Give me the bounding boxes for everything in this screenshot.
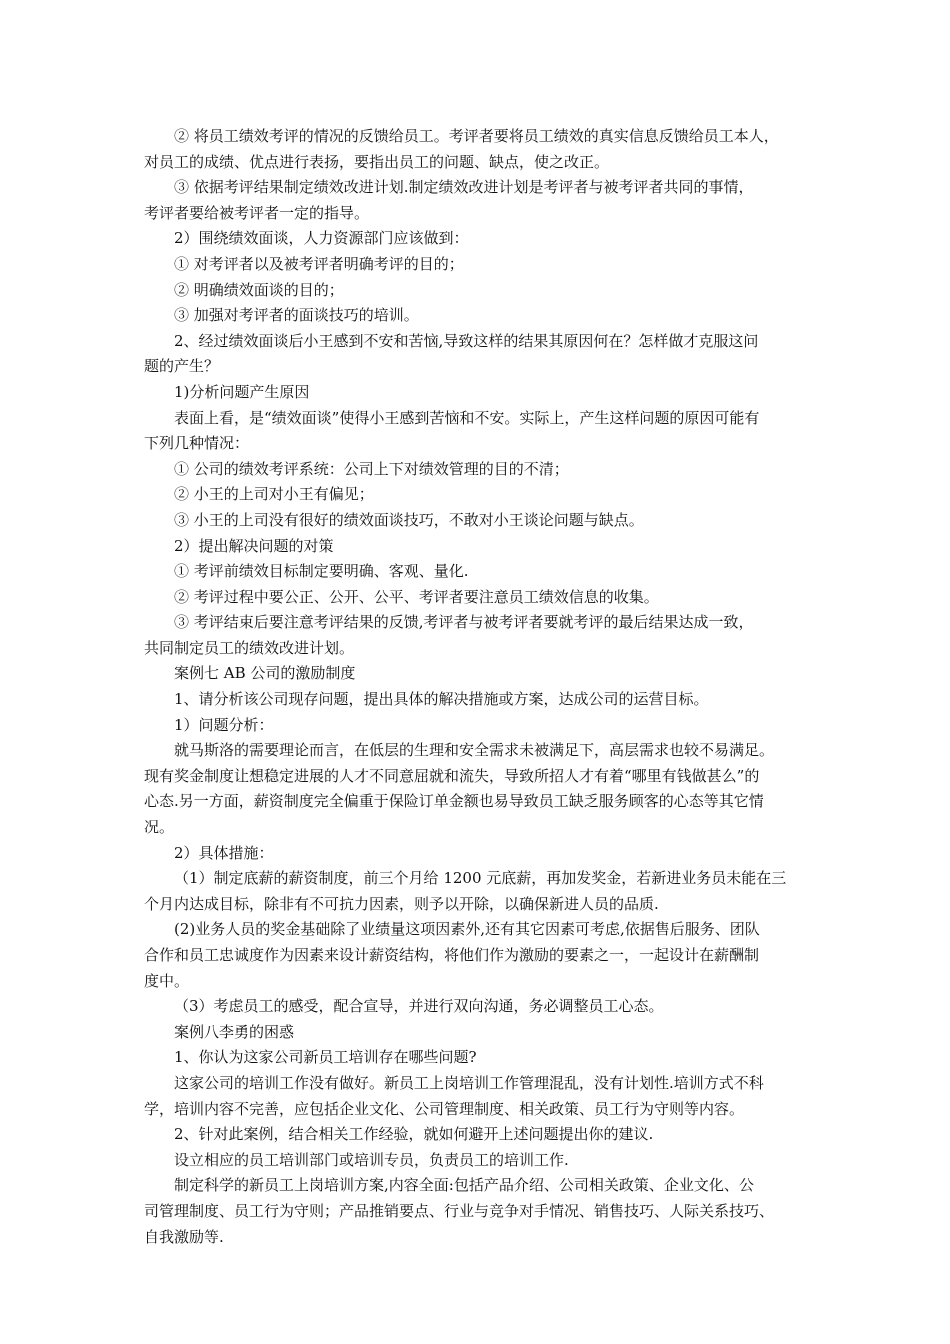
text-line: ② 小王的上司对小王有偏见；: [174, 485, 374, 504]
text-line: 心态.另一方面，薪资制度完全偏重于保险订单金额也易导致员工缺乏服务顾客的心态等其它情: [144, 792, 764, 811]
text-line: 1、你认为这家公司新员工培训存在哪些问题?: [174, 1048, 477, 1067]
text-line: 个月内达成目标，除非有不可抗力因素，则予以开除，以确保新进人员的品质.: [144, 894, 659, 913]
text-line: 题的产生？: [144, 357, 220, 376]
text-line: 制定科学的新员工上岗培训方案,内容全面:包括产品介绍、公司相关政策、企业文化、公: [174, 1176, 754, 1195]
text-line: ③ 考评结束后要注意考评结果的反馈,考评者与被考评者要就考评的最后结果达成一致，: [174, 613, 754, 632]
text-line: 司管理制度、员工行为守则；产品推销要点、行业与竞争对手情况、销售技巧、人际关系技巧、: [144, 1201, 775, 1220]
text-line: 对员工的成绩、优点进行表扬，要指出员工的问题、缺点，使之改正。: [144, 152, 610, 171]
text-line: ② 将员工绩效考评的情况的反馈给员工。考评者要将员工绩效的真实信息反馈给员工本人，: [174, 127, 779, 145]
text-line: 案例八李勇的困惑: [174, 1022, 295, 1041]
text-line: ② 考评过程中要公正、公开、公平、考评者要注意员工绩效信息的收集。: [174, 587, 659, 606]
text-line: ① 考评前绩效目标制定要明确、客观、量化.: [174, 562, 469, 581]
text-line: 2）围绕绩效面谈，人力资源部门应该做到：: [174, 229, 469, 248]
text-line: （1）制定底薪的薪资制度，前三个月给 1200 元底薪，再加发奖金，若新进业务员未能在三: [174, 869, 787, 888]
text-line: 就马斯洛的需要理论而言，在低层的生理和安全需求未被满足下，高层需求也较不易满足。: [174, 741, 775, 760]
text-line: 度中。: [144, 971, 190, 990]
text-line: 2）提出解决问题的对策: [174, 536, 334, 555]
text-line: ① 对考评者以及被考评者明确考评的目的；: [174, 254, 464, 273]
text-line: 合作和员工忠诚度作为因素来设计薪资结构，将他们作为激励的要素之一，一起设计在薪酬制: [144, 946, 760, 964]
text-line: ① 公司的绩效考评系统：公司上下对绩效管理的目的不清；: [174, 459, 569, 478]
text-line: 现有奖金制度让想稳定进展的人才不同意屈就和流失，导致所招人才有着“哪里有钱做甚么”的: [144, 766, 760, 785]
text-line: 1)分析问题产生原因: [174, 382, 310, 401]
text-line: 2、针对此案例，结合相关工作经验，就如何避开上述问题提出你的建议.: [174, 1125, 654, 1144]
text-line: （3）考虑员工的感受，配合宣导，并进行双向沟通，务必调整员工心态。: [174, 997, 664, 1016]
text-line: (2)业务人员的奖金基础除了业绩量这项因素外,还有其它因素可考虑,依据售后服务、团队: [174, 920, 760, 939]
text-line: 自我激励等.: [144, 1227, 224, 1246]
text-line: ② 明确绩效面谈的目的；: [174, 280, 344, 299]
document-body: [144, 124, 810, 1250]
text-line: 设立相应的员工培训部门或培训专员，负责员工的培训工作.: [174, 1150, 569, 1169]
text-line: ③ 依据考评结果制定绩效改进计划.制定绩效改进计划是考评者与被考评者共同的事情，: [174, 178, 754, 197]
text-line: 共同制定员工的绩效改进计划。: [144, 638, 355, 657]
text-line: 下列几种情况：: [144, 434, 250, 453]
text-line: 1）问题分析：: [174, 715, 274, 734]
text-line: 1、请分析该公司现存问题，提出具体的解决措施或方案，达成公司的运营目标。: [174, 690, 709, 709]
text-line: 案例七 AB 公司的激励制度: [174, 664, 356, 683]
text-line: 考评者要给被考评者一定的指导。: [144, 203, 370, 222]
text-line: ③ 小王的上司没有很好的绩效面谈技巧，不敢对小王谈论问题与缺点。: [174, 510, 644, 529]
text-line: 2、经过绩效面谈后小王感到不安和苦恼,导致这样的结果其原因何在？怎样做才克服这问: [174, 331, 759, 350]
text-line: 况。: [144, 818, 175, 837]
text-line: 学，培训内容不完善，应包括企业文化、公司管理制度、相关政策、员工行为守则等内容。: [144, 1099, 745, 1118]
text-line: 表面上看，是“绩效面谈”使得小王感到苦恼和不安。实际上，产生这样问题的原因可能有: [174, 408, 760, 427]
text-line: 这家公司的培训工作没有做好。新员工上岗培训工作管理混乱，没有计划性.培训方式不科: [174, 1073, 764, 1092]
text-line: 2）具体措施：: [174, 843, 274, 862]
text-line: ③ 加强对考评者的面谈技巧的培训。: [174, 306, 419, 325]
